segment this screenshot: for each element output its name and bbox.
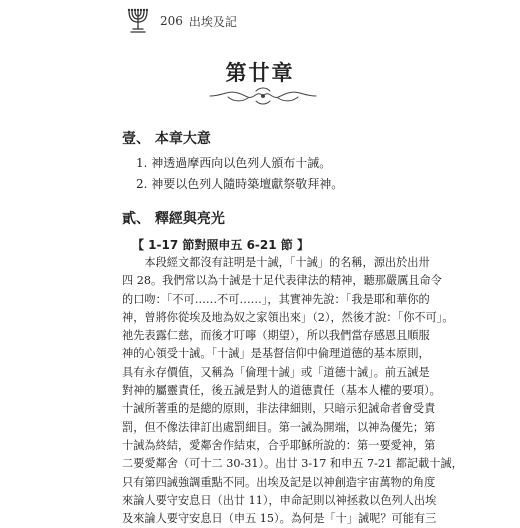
text-line: 及來論人要守安息日（申五 15）。為何是「十」誡呢？可能有三 (122, 512, 437, 526)
text-line: 對神的屬靈責任，後五誡是對人的道德責任（基本人權的要項）。 (122, 384, 441, 398)
text-line: 十誡為終結，愛鄰舍作結束，合乎耶穌所說的：第一要愛神，第 (122, 438, 436, 452)
summary-list (136, 153, 343, 195)
text-line: 四 28。我們常以為十誡是十足代表律法的精神，聽那嚴厲且命令 (122, 274, 442, 288)
text-line: 的口吻：「不可……不可……」，其實神先說：「我是耶和華你的 (122, 292, 430, 306)
list-item: 1. 神透過摩西向以色列人頒布十誡。 (136, 156, 332, 170)
menorah-icon (124, 7, 152, 35)
text-line: 本段經文都沒有註明是十誡，「十誡」的名稱，源出於出卅 (144, 256, 430, 269)
list-item: 2. 神要以色列人隨時築壇獻祭敬拜神。 (136, 177, 344, 191)
text-line: 罰，但不像法律訂出處罰細目。第一誡為開端，以神為優先；第 (122, 420, 436, 434)
section-heading-exegesis: 貳、 釋經與亮光 (122, 211, 225, 227)
chapter-title: 第廿章 (225, 61, 295, 85)
text-line: 具有永存價值，又稱為「倫理十誡」或「道德十誡」。前五誡是 (122, 365, 430, 379)
text-line: 十誡所著重的是總的原則，非法律細則，只暗示犯誡命者會受責 (122, 402, 436, 416)
text-line: 來論人要守安息日（出廿 11），申命記則以神拯救以色列人出埃 (122, 493, 437, 507)
verse-reference-heading: 【 1-17 節對照申五 6-21 節 】 (132, 238, 309, 252)
text-line: 神，曾將你從埃及地為奴之家領出來」（2），然後才說：「你不可」。 (122, 310, 454, 324)
text-line: 神的心領受十誡。「十誡」是基督信仰中倫理道德的基本原則， (122, 347, 430, 361)
page-header (124, 6, 384, 36)
book-title: 出埃及記 (188, 14, 237, 29)
text-line: 二要愛鄰舍（可十二 30-31）。出廿 3-17 和申五 7-21 都記載十誡， (122, 457, 463, 471)
section-heading-summary: 壹、 本章大意 (122, 131, 211, 147)
text-line: 祂先表露仁慈，而後才叮嚀（期望），所以我們當存感恩且順服 (122, 329, 430, 343)
page-number: 206 (160, 14, 183, 28)
ornament-divider (208, 85, 318, 107)
text-line: 只有第四誡強調重點不同。出埃及記是以神創造宇宙萬物的角度 (122, 475, 436, 489)
body-paragraph (122, 254, 463, 528)
